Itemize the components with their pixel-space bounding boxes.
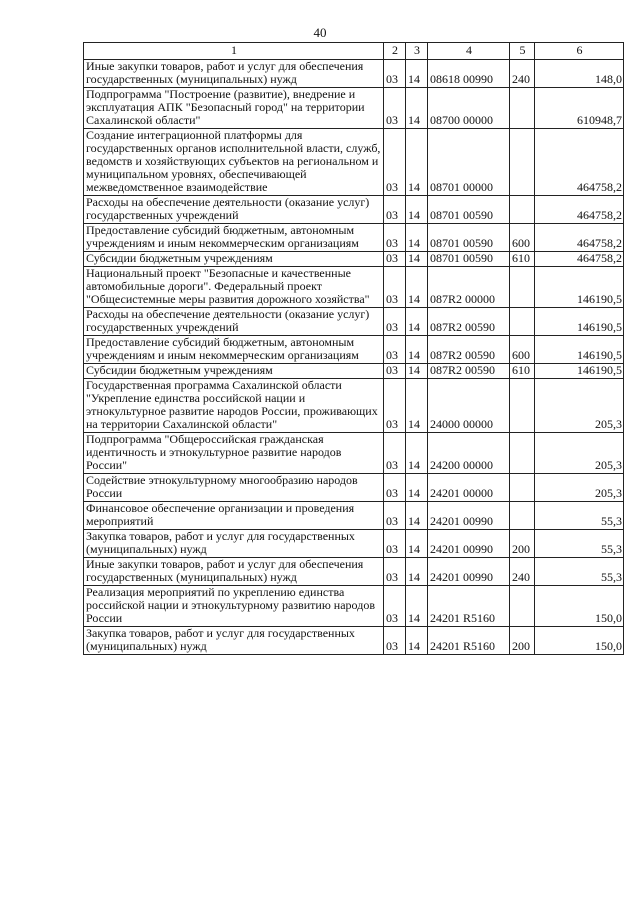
- row-section-code: 03: [384, 252, 406, 267]
- table-row: [84, 558, 624, 586]
- table-row: [84, 308, 624, 336]
- page-number: 40: [313, 25, 327, 40]
- row-target-article: 087R2 00590: [428, 308, 510, 336]
- row-expense-type: [510, 129, 535, 196]
- row-target-article: 24000 00000: [428, 379, 510, 433]
- table-row: [84, 379, 624, 433]
- row-target-article: 08618 00990: [428, 60, 510, 88]
- row-subsection-code: 14: [406, 252, 428, 267]
- row-target-article: 08701 00590: [428, 224, 510, 252]
- row-target-article: 08701 00590: [428, 196, 510, 224]
- row-amount: 146190,5: [535, 364, 624, 379]
- row-name: Предоставление субсидий бюджетным, автономным учреждениям и иным некоммерческим организациям: [84, 224, 384, 252]
- row-section-code: 03: [384, 196, 406, 224]
- row-target-article: 24201 00000: [428, 474, 510, 502]
- row-section-code: 03: [384, 433, 406, 474]
- row-target-article: 08701 00000: [428, 129, 510, 196]
- row-amount: 148,0: [535, 60, 624, 88]
- table-row: [84, 60, 624, 88]
- row-section-code: 03: [384, 379, 406, 433]
- row-expense-type: [510, 586, 535, 627]
- row-target-article: 08700 00000: [428, 88, 510, 129]
- row-name: Иные закупки товаров, работ и услуг для обеспечения государственных (муниципальных) нужд: [84, 60, 384, 88]
- row-subsection-code: 14: [406, 364, 428, 379]
- row-name: Закупка товаров, работ и услуг для государственных (муниципальных) нужд: [84, 530, 384, 558]
- column-header-1: 1: [84, 43, 384, 60]
- row-name: Государственная программа Сахалинской области "Укрепление единства российской нации и этнокультурное развитие народов России, проживающих на территории Сахалинской области": [84, 379, 384, 433]
- row-section-code: 03: [384, 474, 406, 502]
- row-target-article: 24201 00990: [428, 530, 510, 558]
- row-section-code: 03: [384, 267, 406, 308]
- table-row: [84, 364, 624, 379]
- row-expense-type: [510, 308, 535, 336]
- row-amount: 205,3: [535, 379, 624, 433]
- row-section-code: 03: [384, 129, 406, 196]
- row-name: Закупка товаров, работ и услуг для государственных (муниципальных) нужд: [84, 627, 384, 655]
- row-section-code: 03: [384, 530, 406, 558]
- row-subsection-code: 14: [406, 336, 428, 364]
- row-expense-type: 240: [510, 60, 535, 88]
- row-target-article: 087R2 00590: [428, 336, 510, 364]
- column-header-5: 5: [510, 43, 535, 60]
- row-expense-type: 200: [510, 627, 535, 655]
- row-expense-type: [510, 196, 535, 224]
- table-row: [84, 433, 624, 474]
- budget-table: [83, 42, 624, 655]
- table-row: [84, 196, 624, 224]
- table-row: [84, 88, 624, 129]
- column-header-6: 6: [535, 43, 624, 60]
- row-name: Субсидии бюджетным учреждениям: [84, 252, 384, 267]
- row-amount: 55,3: [535, 558, 624, 586]
- row-subsection-code: 14: [406, 530, 428, 558]
- row-section-code: 03: [384, 308, 406, 336]
- row-subsection-code: 14: [406, 88, 428, 129]
- row-target-article: 24200 00000: [428, 433, 510, 474]
- row-expense-type: [510, 502, 535, 530]
- row-target-article: 24201 00990: [428, 558, 510, 586]
- row-name: Содействие этнокультурному многообразию народов России: [84, 474, 384, 502]
- row-name: Подпрограмма "Общероссийская гражданская идентичность и этнокультурное развитие народов России": [84, 433, 384, 474]
- row-section-code: 03: [384, 60, 406, 88]
- row-target-article: 24201 R5160: [428, 627, 510, 655]
- row-section-code: 03: [384, 364, 406, 379]
- row-expense-type: [510, 88, 535, 129]
- row-expense-type: 610: [510, 252, 535, 267]
- row-amount: 150,0: [535, 627, 624, 655]
- table-row: [84, 267, 624, 308]
- row-amount: 464758,2: [535, 252, 624, 267]
- row-name: Подпрограмма "Построение (развитие), внедрение и эксплуатация АПК "Безопасный город" на территории Сахалинской области": [84, 88, 384, 129]
- row-subsection-code: 14: [406, 196, 428, 224]
- row-section-code: 03: [384, 336, 406, 364]
- row-amount: 205,3: [535, 433, 624, 474]
- row-name: Субсидии бюджетным учреждениям: [84, 364, 384, 379]
- table-header-row: [84, 43, 624, 60]
- table-row: [84, 474, 624, 502]
- row-subsection-code: 14: [406, 502, 428, 530]
- row-subsection-code: 14: [406, 267, 428, 308]
- row-subsection-code: 14: [406, 586, 428, 627]
- row-target-article: 24201 R5160: [428, 586, 510, 627]
- row-section-code: 03: [384, 558, 406, 586]
- row-expense-type: [510, 379, 535, 433]
- column-header-3: 3: [406, 43, 428, 60]
- row-section-code: 03: [384, 586, 406, 627]
- row-expense-type: 240: [510, 558, 535, 586]
- row-expense-type: 600: [510, 336, 535, 364]
- row-section-code: 03: [384, 502, 406, 530]
- table-row: [84, 224, 624, 252]
- row-subsection-code: 14: [406, 433, 428, 474]
- column-header-4: 4: [428, 43, 510, 60]
- row-subsection-code: 14: [406, 60, 428, 88]
- row-name: Предоставление субсидий бюджетным, автономным учреждениям и иным некоммерческим организациям: [84, 336, 384, 364]
- row-name: Национальный проект "Безопасные и качественные автомобильные дороги". Федеральный проект "Общесистемные меры развития дорожного хозяйства": [84, 267, 384, 308]
- row-subsection-code: 14: [406, 558, 428, 586]
- row-target-article: 08701 00590: [428, 252, 510, 267]
- row-section-code: 03: [384, 627, 406, 655]
- table-row: [84, 129, 624, 196]
- row-name: Реализация мероприятий по укреплению единства российской нации и этнокультурному развитию народов России: [84, 586, 384, 627]
- table-row: [84, 502, 624, 530]
- row-expense-type: 600: [510, 224, 535, 252]
- row-expense-type: [510, 474, 535, 502]
- row-amount: 464758,2: [535, 224, 624, 252]
- table-row: [84, 627, 624, 655]
- row-subsection-code: 14: [406, 474, 428, 502]
- row-name: Финансовое обеспечение организации и проведения мероприятий: [84, 502, 384, 530]
- row-subsection-code: 14: [406, 379, 428, 433]
- row-amount: 55,3: [535, 530, 624, 558]
- row-amount: 610948,7: [535, 88, 624, 129]
- table-row: [84, 530, 624, 558]
- row-target-article: 24201 00990: [428, 502, 510, 530]
- row-target-article: 087R2 00000: [428, 267, 510, 308]
- row-subsection-code: 14: [406, 129, 428, 196]
- table-row: [84, 586, 624, 627]
- row-name: Расходы на обеспечение деятельности (оказание услуг) государственных учреждений: [84, 196, 384, 224]
- row-expense-type: [510, 433, 535, 474]
- row-section-code: 03: [384, 224, 406, 252]
- table-row: [84, 336, 624, 364]
- row-subsection-code: 14: [406, 308, 428, 336]
- row-name: Иные закупки товаров, работ и услуг для обеспечения государственных (муниципальных) нужд: [84, 558, 384, 586]
- row-subsection-code: 14: [406, 627, 428, 655]
- row-amount: 205,3: [535, 474, 624, 502]
- row-amount: 464758,2: [535, 196, 624, 224]
- row-expense-type: 610: [510, 364, 535, 379]
- row-expense-type: 200: [510, 530, 535, 558]
- column-header-2: 2: [384, 43, 406, 60]
- row-amount: 55,3: [535, 502, 624, 530]
- row-subsection-code: 14: [406, 224, 428, 252]
- row-amount: 146190,5: [535, 336, 624, 364]
- row-amount: 150,0: [535, 586, 624, 627]
- row-amount: 464758,2: [535, 129, 624, 196]
- row-amount: 146190,5: [535, 308, 624, 336]
- row-section-code: 03: [384, 88, 406, 129]
- row-name: Создание интеграционной платформы для государственных органов исполнительной власти, служб, ведомств и хозяйствующих субъектов на региональном и муниципальном уровнях, обеспечивающей межведомственное взаимодействие: [84, 129, 384, 196]
- row-expense-type: [510, 267, 535, 308]
- row-name: Расходы на обеспечение деятельности (оказание услуг) государственных учреждений: [84, 308, 384, 336]
- row-target-article: 087R2 00590: [428, 364, 510, 379]
- row-amount: 146190,5: [535, 267, 624, 308]
- table-row: [84, 252, 624, 267]
